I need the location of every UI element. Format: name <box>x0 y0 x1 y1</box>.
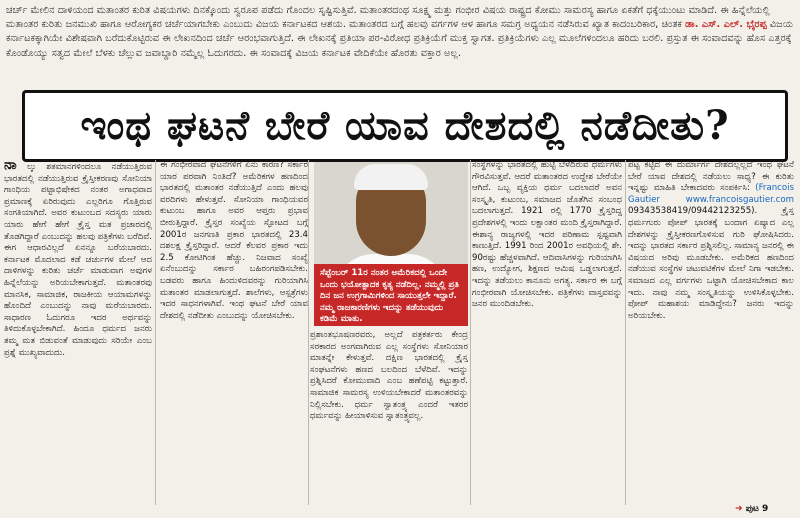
column-2-text: ಈ ಗಂಭೀರವಾದ ಘಟನೆಗಳಿಗೆ ಏನು ಕಾರಣ? ಸರ್ಕಾರ ಯಾರ ಪರವಾಗಿ ನಿಂತಿದೆ? ಅಮೆರಿಕಗಳ ಹಣದಿಂದ ಭಾರತದಲ್ಲಿ ಮತಾಂತರ ನಡೆಯುತ್ತಿದೆ ಎಂದು ಹಲವು ವರದಿಗಳು ಹೇಳುತ್ತವೆ. ಸೋನಿಯಾ ಗಾಂಧಿಯವರ ಕುಟುಂಬ ಹಾಗೂ ಅವರ ಆಪ್ತರು ಪ್ರಭಾವ ಬೀರುತ್ತಿದ್ದಾರೆ. ಕ್ರೈಸ್ತರ ಸಂಖ್ಯೆಯ ಸ್ಫೋಟದ ಬಗ್ಗೆ 2001ರ ಜನಗಣತಿ ಪ್ರಕಾರ ಭಾರತದಲ್ಲಿ 23.4 ದಶಲಕ್ಷ ಕ್ರೈಸ್ತರಿದ್ದಾರೆ. ಆದರೆ ಕೆಲವರ ಪ್ರಕಾರ ಇದು 2.5 ಕೋಟಿಗಿಂತ ಹೆಚ್ಚು. ನಿಜವಾದ ಸಂಖ್ಯೆ ಏನೆಂಬುದನ್ನು ಸರ್ಕಾರ ಬಹಿರಂಗಪಡಿಸಬೇಕು. ಬಡವರು ಹಾಗೂ ಹಿಂದುಳಿದವರನ್ನು ಗುರಿಯಾಗಿಸಿ ಮತಾಂತರ ಮಾಡಲಾಗುತ್ತದೆ. ಶಾಲೆಗಳು, ಆಸ್ಪತ್ರೆಗಳು ಇದರ ಸಾಧನಗಳಾಗಿವೆ. ಇಂಥ ಘಟನೆ ಬೇರೆ ಯಾವ ದೇಶದಲ್ಲಿ ನಡೆದೀತು ಎಂಬುದನ್ನು ಯೋಚಿಸಬೇಕು. <box>160 160 308 321</box>
article-column-2 <box>160 160 308 505</box>
column-5-text-post: ಕ್ರೈಸ್ತ ಧರ್ಮಗುರು ಪೋಪ್ ಭಾರತಕ್ಕೆ ಬಂದಾಗ ಏಷ್ಯಾದ ಎಲ್ಲ ದೇಶಗಳನ್ನು ಕ್ರೈಸ್ತೀಕರಣಗೊಳಿಸುವ ಗುರಿ ಘೋಷಿಸಿದರು. ಇದನ್ನು ಭಾರತದ ಸರ್ಕಾರ ಪ್ರಶ್ನಿಸಲಿಲ್ಲ. ಸಾಮಾನ್ಯ ಜನರಲ್ಲಿ ಈ ವಿಷಯದ ಅರಿವು ಮೂಡಬೇಕು. ಅಮೆರಿಕದ ಹಣದಿಂದ ನಡೆಯುವ ಸಂಸ್ಥೆಗಳ ಚಟುವಟಿಕೆಗಳ ಮೇಲೆ ನಿಗಾ ಇಡಬೇಕು. ಸಮಾಜದ ಎಲ್ಲ ವರ್ಗಗಳು ಒಟ್ಟಾಗಿ ಯೋಚಿಸಬೇಕಾದ ಕಾಲ ಇದು. ನಾವು ನಮ್ಮ ಸಂಸ್ಕೃತಿಯನ್ನು ಉಳಿಸಿಕೊಳ್ಳಬೇಕು. ಪೋಪ್ ಮಹಾಶಯ ಮಾಡಿದ್ದೇನು? ಜನರು ಇದನ್ನು ಅರಿಯಬೇಕು. <box>628 206 794 321</box>
intro-text-1: ಚರ್ಚ್ ಮೇಲಿನ ದಾಳಿಯಂದ ಮತಾಂತರ ಕುರಿತ ವಿಷಯಗಳು ದಿನಕ್ಕೊಂದು ಸ್ವರೂಪ ಪಡೆದು ಗೊಂದಲ ಸೃಷ್ಟಿಸುತ್ತಿವೆ. ಮತಾಂತರದಂಥ ಸೂಕ್ಷ್ಮ ಮತ್ತು ಗಂಭೀರ ವಿಷಯ ರಾಷ್ಟ್ರದ ಕೋಮು ಸಾಮರಸ್ಯ ಹಾಗೂ ಏಕತೆಗೆ ಧಕ್ಕೆಯುಂಟು ಮಾಡಿದೆ. ಈ ಹಿನ್ನೆಲೆಯಲ್ಲಿ ಮತಾಂತರ ಕುರಿತು ಜನಮುಖಿ ಹಾಗೂ ಆರೋಗ್ಯಕರ ಚರ್ಚೆಯಾಗಬೇಕು ಎಂಬುದು ವಿಜಯ ಕರ್ನಾಟಕದ ಆಶಯ. ಮತಾಂತರದ ಬಗ್ಗೆ ಹಲವು ವರ್ಗಗಳ ಆಳ ಹಾಗೂ ಸಮಗ್ರ ಅಧ್ಯಯನ ನಡೆಸಿರುವ ಖ್ಯಾತ ಕಾದಂಬರಿಕಾರ, ಚಿಂತಕ <box>6 5 770 31</box>
contact-website[interactable]: (Francois Gautier www.francoisgautier.com <box>628 183 794 205</box>
article-column-3 <box>310 330 468 506</box>
column-5-text-pre: ಪಟ್ಟ ಕಟ್ಟಿದ ಈ ದುರ್ಮಾರ್ಗ ದೇಶದಲ್ಲಲ್ಲದೆ ಇಂಥ ಘಟನೆ ಬೇರೆ ಯಾವ ದೇಶದಲ್ಲಿ ನಡೆಯಲು ಸಾಧ್ಯ? ಈ ಕುರಿತು ಇನ್ನಷ್ಟು ಮಾಹಿತಿ ಬೇಕಾದವರು ಸಂಪರ್ಕಿಸಿ: <box>628 160 794 194</box>
contact-phone: 09343538419/09442123255). <box>628 206 758 217</box>
column-divider <box>470 160 471 505</box>
photo-caption: ಸೆಪ್ಟೆಂಬರ್ 11ರ ನಂತರ ಅಮೆರಿಕದಲ್ಲಿ ಒಂದೇ ಒಂದು ಭಯೋತ್ಪಾದಕ ಕೃತ್ಯ ನಡೆದಿಲ್ಲ. ನಮ್ಮಲ್ಲಿ ಪ್ರತಿ ದಿನ ಜನ ಉಗ್ರಗಾಮಿಗಳಿಂದ ಸಾಯುತ್ತಲೇ ಇದ್ದಾರೆ. ನಮ್ಮ ರಾಜಕಾರಣಿಗಳು ಇದನ್ನು ತಡೆಯುವುದು ಕಡಿಮೆ ಮಾತು. <box>314 264 468 326</box>
article-column-4 <box>472 160 622 505</box>
continued-page-label: ಪುಟ 9 <box>745 504 769 514</box>
author-photo <box>314 162 468 326</box>
column-1-text: ಲ್ಕು ಶತಮಾನಗಳಿಂದಲೂ ನಡೆಯುತ್ತಿರುವ ಭಾರತದಲ್ಲಿ ನಡೆಯುತ್ತಿರುವ ಕ್ರೈಸ್ತೀಕರಣವು ಸೋನಿಯಾ ಗಾಂಧಿಯ ಪಟ್ಟಾಭಿಷೇಕದ ನಂತರ ಅಗಾಧವಾದ ಪ್ರಮಾಣಕ್ಕೆ ಏರಿರುವುದು ಎಲ್ಲರಿಗೂ ಗೊತ್ತಿರುವ ಸಂಗತಿಯಾಗಿದೆ. ಅವರ ಕುಟುಂಬದ ಸದಸ್ಯರು ಯಾರು ಯಾರು ಹೇಗೆ ಹೇಗೆ ಕ್ರೈಸ್ತ ಮತ ಪ್ರಚಾರದಲ್ಲಿ ತೊಡಗಿದ್ದಾರೆ ಎಂಬುದನ್ನು ಹಲವು ಪತ್ರಿಕೆಗಳು ಬರೆದಿವೆ. ಈಗ ಆಧಾರವಿಲ್ಲದೆ ಏನನ್ನೂ ಬರೆಯಬಾರದು. ಕರ್ನಾಟಕ ಮೊದಲಾದ ಕಡೆ ಚರ್ಚುಗಳ ಮೇಲೆ ಆದ ದಾಳಿಗಳನ್ನು ಕುರಿತು ಚರ್ಚೆ ಮಾಡುವಾಗ ಅವುಗಳ ಹಿನ್ನೆಲೆಯನ್ನು ಅರಿಯಬೇಕಾಗುತ್ತದೆ. ಮತಾಂತರವು ಮಾನಸಿಕ, ಸಾಮಾಜಿಕ, ರಾಜಕೀಯ ಆಯಾಮಗಳನ್ನು ಹೊಂದಿದೆ ಎಂಬುದನ್ನು ನಾವು ಮರೆಯಬಾರದು. ಸಾಧಾರಣ ಓದುಗರೂ ಇದರ ಅರ್ಥವನ್ನು ತಿಳಿದುಕೊಳ್ಳಬೇಕಾಗಿದೆ. ಹಿಂದೂ ಧರ್ಮದ ಜನರು ತಮ್ಮ ಮತ ಬಿಡುವಂತೆ ಮಾಡುವುದು ಸರಿಯೇ ಎಂಬ ಪ್ರಶ್ನೆ ಮುಖ್ಯವಾದುದು. <box>4 162 152 358</box>
article-column-5 <box>628 160 794 505</box>
column-divider <box>155 160 156 505</box>
column-4-text: ಸಂಸ್ಥೆಗಳನ್ನು ಭಾರತದಲ್ಲಿ ಹುಟ್ಟಿ ಬೆಳೆದಿರುವ ಧರ್ಮಗಳು ಗೌರವಿಸುತ್ತವೆ. ಆದರೆ ಮತಾಂತರದ ಉದ್ದೇಶ ಬೇರೆಯೇ ಆಗಿದೆ. ಒಬ್ಬ ವ್ಯಕ್ತಿಯ ಧರ್ಮ ಬದಲಾದರೆ ಅವನ ಸಂಸ್ಕೃತಿ, ಕುಟುಂಬ, ಸಮಾಜದ ಜೊತೆಗಿನ ಸಂಬಂಧ ಬದಲಾಗುತ್ತದೆ. 1921 ರಲ್ಲಿ 1770 ಕ್ರೈಸ್ತರಿದ್ದ ಪ್ರದೇಶಗಳಲ್ಲಿ ಇಂದು ಲಕ್ಷಾಂತರ ಮಂದಿ ಕ್ರೈಸ್ತರಾಗಿದ್ದಾರೆ. ಈಶಾನ್ಯ ರಾಜ್ಯಗಳಲ್ಲಿ ಇದರ ಪರಿಣಾಮ ಸ್ಪಷ್ಟವಾಗಿ ಕಾಣುತ್ತಿದೆ. 1991 ರಿಂದ 2001ರ ಅವಧಿಯಲ್ಲಿ ಶೇ. 90ರಷ್ಟು ಹೆಚ್ಚಳವಾಗಿದೆ. ಆದಿವಾಸಿಗಳನ್ನು ಗುರಿಯಾಗಿಸಿ ಹಣ, ಉದ್ಯೋಗ, ಶಿಕ್ಷಣದ ಆಮಿಷ ಒಡ್ಡಲಾಗುತ್ತದೆ. ಇದನ್ನು ತಡೆಯಲು ಕಾನೂನು ಅಗತ್ಯ. ಸರ್ಕಾರ ಈ ಬಗ್ಗೆ ಗಂಭೀರವಾಗಿ ಯೋಚಿಸಬೇಕು. ಪತ್ರಿಕೆಗಳು ವಾಸ್ತವವನ್ನು ಜನರ ಮುಂದಿಡಬೇಕು. <box>472 160 622 310</box>
drop-cap: ನಾ <box>4 160 17 173</box>
headline: ಇಂಥ ಘಟನೆ ಬೇರೆ ಯಾವ ದೇಶದಲ್ಲಿ ನಡೆದೀತು? <box>22 90 788 162</box>
photo-hair <box>354 164 428 190</box>
continued-marker <box>735 504 768 514</box>
arrow-right-icon: ➜ <box>735 504 743 514</box>
column-divider <box>625 160 626 505</box>
column-3-text: ಪ್ರಶಾಂತಭೂಷಣರವರು, ಅಲ್ಲದೆ ಪತ್ರಕರ್ತರು ಕೇಂದ್ರ ಸರಕಾರದ ಅಂಗವಾಗಿರುವ ಎಲ್ಲ ಸಂಸ್ಥೆಗಳು ಸೋನಿಯಾರ ಮಾತನ್ನೇ ಕೇಳುತ್ತವೆ. ದಕ್ಷಿಣ ಭಾರತದಲ್ಲಿ ಕ್ರೈಸ್ತ ಸಂಘಟನೆಗಳು ಹಣದ ಬಲದಿಂದ ಬೆಳೆದಿವೆ. ಇದನ್ನು ಪ್ರಶ್ನಿಸಿದರೆ ಕೋಮುವಾದಿ ಎಂಬ ಹಣೆಪಟ್ಟಿ ಕಟ್ಟುತ್ತಾರೆ. ಸಾಮಾಜಿಕ ಸಾಮರಸ್ಯ ಉಳಿಯಬೇಕಾದರೆ ಮತಾಂತರವನ್ನು ನಿಲ್ಲಿಸಬೇಕು. ಧರ್ಮ ಸ್ವಾತಂತ್ರ್ಯ ಎಂದರೆ ಇತರರ ಧರ್ಮವನ್ನು ಹೀಯಾಳಿಸುವ ಸ್ವಾತಂತ್ರ್ಯವಲ್ಲ. <box>310 330 468 422</box>
column-divider <box>308 160 309 505</box>
author-name: ಡಾ. ಎಸ್. ಎಲ್. ಭೈರಪ್ಪ <box>685 19 767 31</box>
intro-paragraph <box>6 4 794 61</box>
intro-text-2: ವಿಜಯ ಕರ್ನಾಟಕಕ್ಕಾಗಿಯೇ ವಿಶೇಷವಾಗಿ ಬರೆದುಕೊಟ್ಟಿರುವ ಈ ಲೇಖನದಿಂದ ಚರ್ಚೆ ಆರಂಭವಾಗುತ್ತಿದೆ. ಈ ಲೇಖನಕ್ಕೆ ಪ್ರತಿಯಾ ಪರ-ವಿರೋಧ ಪ್ರತಿಕ್ರಿಯೆಗೆ ಮುಕ್ತ ಸ್ವಾಗತ. ಪ್ರತಿಕ್ರಿಯೆಗಳು ಎಲ್ಲ ಮೂಲೆಗಳಿಂದಲೂ ಹರಿದು ಬರಲಿ. ಪ್ರಸ್ತುತ ಈ ಸಂವಾದವನ್ನು ಹೊಸ ಎತ್ತರಕ್ಕೆ ಕೊಂಡೊಯ್ಯು ಸತ್ವದ ಮೇಲೆ ಬೆಳಕು ಚೆಲ್ಲುವ ಜವಾಬ್ದಾರಿ ನಮ್ಮೆಲ್ಲ ಓದುಗರದು. ಈ ಸಂವಾದಕ್ಕೆ ವಿಜಯ ಕರ್ನಾಟಕ ವೇದಿಕೆಯೇ ಹೊರತು ವಕ್ತಾರ ಅಲ್ಲ. <box>6 19 794 59</box>
article-column-1 <box>4 160 152 505</box>
